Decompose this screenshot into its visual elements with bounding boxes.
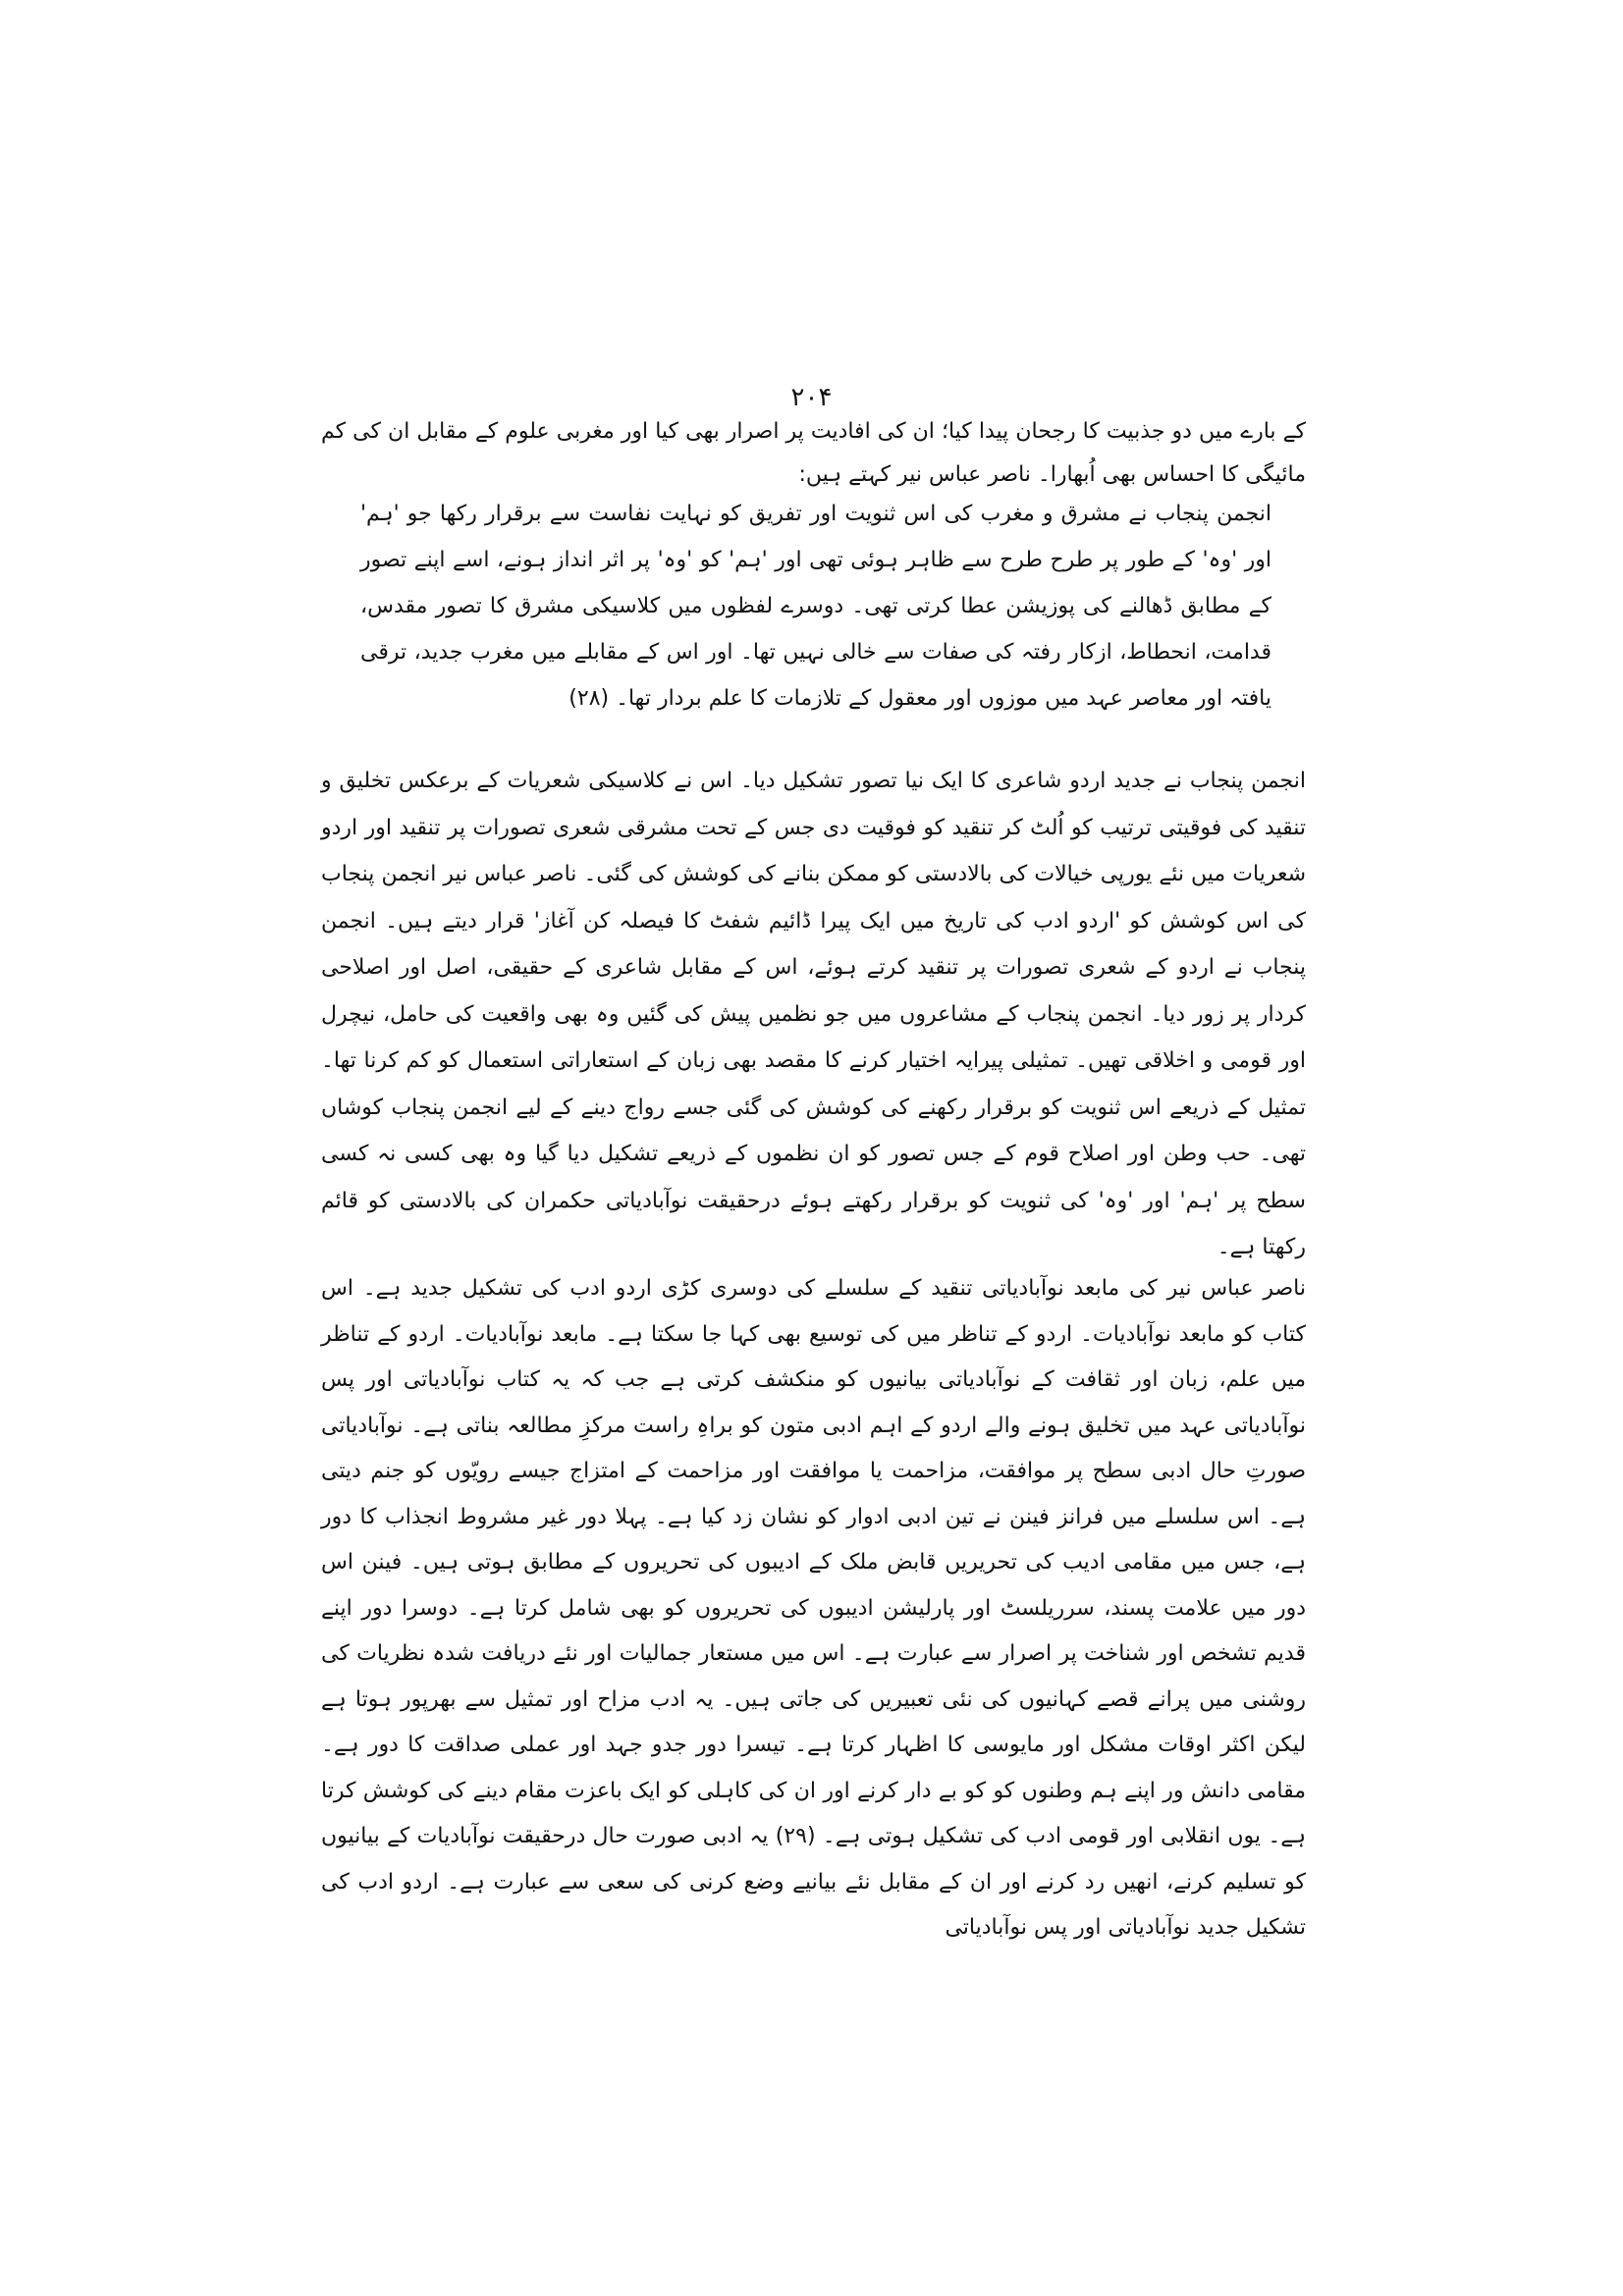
page-number: ۲۰۴ [790,383,833,412]
body-paragraph-nasir-abbas: ناصر عباس نیر کی مابعد نوآبادیاتی تنقید کے سلسلے کی دوسری کڑی اردو ادب کی تشکیل جدید ہے۔ اس کتاب کو مابعد نوآبادیات۔ اردو کے تناظر میں کی توسیع بھی کہا جا سکتا ہے۔ مابعد نوآبادیات۔ اردو کے تناظر میں علم، زبان اور ثقافت کے نوآبادیاتی بیانیوں کو منکشف کرتی ہے جب کہ یہ کتاب نوآبادیاتی اور پس نوآبادیاتی عہد میں تخلیق ہونے والے اردو کے اہم ادبی متون کو براہِ راست مرکزِ مطالعہ بناتی ہے۔ نوآبادیاتی صورتِ حال ادبی سطح پر موافقت، مزاحمت یا موافقت اور مزاحمت کے امتزاج جیسے رویّوں کو جنم دیتی ہے۔ اس سلسلے میں فرانز فینن نے تین ادبی ادوار کو نشان زد کیا ہے۔ پہلا دور غیر مشروط انجذاب کا دور ہے، جس میں مقامی ادیب کی تحریریں قابض ملک کے ادیبوں کی تحریروں کے مطابق ہوتی ہیں۔ فینن اس دور میں علامت پسند، سرریلسٹ اور پارلیشن ادیبوں کی تحریروں کو بھی شامل کرتا ہے۔ دوسرا دور اپنے قدیم تشخص اور شناخت پر اصرار سے عبارت ہے۔ اس میں مستعار جمالیات اور نئے دریافت شدہ نظریات کی روشنی میں پرانے قصے کہانیوں کی نئی تعبیریں کی جاتی ہیں۔ یہ ادب مزاح اور تمثیل سے بھرپور ہوتا ہے لیکن اکثر اوقات مشکل اور مایوسی کا اظہار کرتا ہے۔ تیسرا دور جدو جہد اور عملی صداقت کا دور ہے۔ مقامی دانش ور اپنے ہم وطنوں کو کو بے دار کرنے اور ان کی کاہلی کو ایک باعزت مقام دینے کی کوشش کرتا ہے۔ یوں انقلابی اور قومی ادب کی تشکیل ہوتی ہے۔ (۲۹) یہ ادبی صورت حال درحقیقت نوآبادیات کے بیانیوں کو تسلیم کرنے، انھیں رد کرنے اور ان کے مقابل نئے بیانیے وضع کرنی کی سعی سے عبارت ہے۔ اردو ادب کی تشکیل جدید نوآبادیاتی اور پس نوآبادیاتی [321,1276,1306,1940]
body-paragraph-anjuman: انجمن پنجاب نے جدید اردو شاعری کا ایک نیا تصور تشکیل دیا۔ اس نے کلاسیکی شعریات کے برعکس تخلیق و تنقید کی فوقیتی ترتیب کو اُلٹ کر تنقید کو فوقیت دی جس کے تحت مشرقی شعری تصورات پر تنقید اور اردو شعریات میں نئے یورپی خیالات کی بالادستی کو ممکن بنانے کی کوشش کی گئی۔ ناصر عباس نیر انجمن پنجاب کی اس کوشش کو 'اردو ادب کی تاریخ میں ایک پیرا ڈائیم شفٹ کا فیصلہ کن آغاز' قرار دیتے ہیں۔ انجمن پنجاب نے اردو کے شعری تصورات پر تنقید کرتے ہوئے، اس کے مقابل شاعری کے حقیقی، اصل اور اصلاحی کردار پر زور دیا۔ انجمن پنجاب کے مشاعروں میں جو نظمیں پیش کی گئیں وہ بھی واقعیت کی حامل، نیچرل اور قومی و اخلاقی تھیں۔ تمثیلی پیرایہ اختیار کرنے کا مقصد بھی زبان کے استعاراتی استعمال کو کم کرنا تھا۔ تمثیل کے ذریعے اس ثنویت کو برقرار رکھنے کی کوشش کی گئی جسے رواج دینے کے لیے انجمن پنجاب کوشاں تھی۔ حب وطن اور اصلاح قوم کے جس تصور کو ان نظموں کے ذریعے تشکیل دیا گیا وہ بھی کسی نہ کسی سطح پر 'ہم' اور 'وہ' کی ثنویت کو برقرار رکھتے ہوئے درحقیقت نوآبادیاتی حکمران کی بالادستی کو قائم رکھتا ہے۔ [321,769,1306,1259]
block-quote: انجمن پنجاب نے مشرق و مغرب کی اس ثنویت اور تفریق کو نہایت نفاست سے برقرار رکھا جو 'ہم' اور 'وہ' کے طور پر طرح طرح سے ظاہر ہوئی تھی اور 'ہم' کو 'وہ' پر اثر انداز ہونے، اسے اپنے تصور کے مطابق ڈھالنے کی پوزیشن عطا کرتی تھی۔ دوسرے لفظوں میں کلاسیکی مشرق کا تصور مقدس، قدامت، انحطاط، ازکار رفتہ کی صفات سے خالی نہیں تھا۔ اور اس کے مقابلے میں مغرب جدید، ترقی یافتہ اور معاصر عہد میں موزوں اور معقول کے تلازمات کا علم بردار تھا۔ (۲۸) [360,502,1271,711]
intro-paragraph: کے بارے میں دو جذبیت کا رجحان پیدا کیا؛ ان کی افادیت پر اصرار بھی کیا اور مغربی علوم کے مقابل ان کی کم مائیگی کا احساس بھی اُبھارا۔ ناصر عباس نیر کہتے ہیں: [321,419,1306,487]
